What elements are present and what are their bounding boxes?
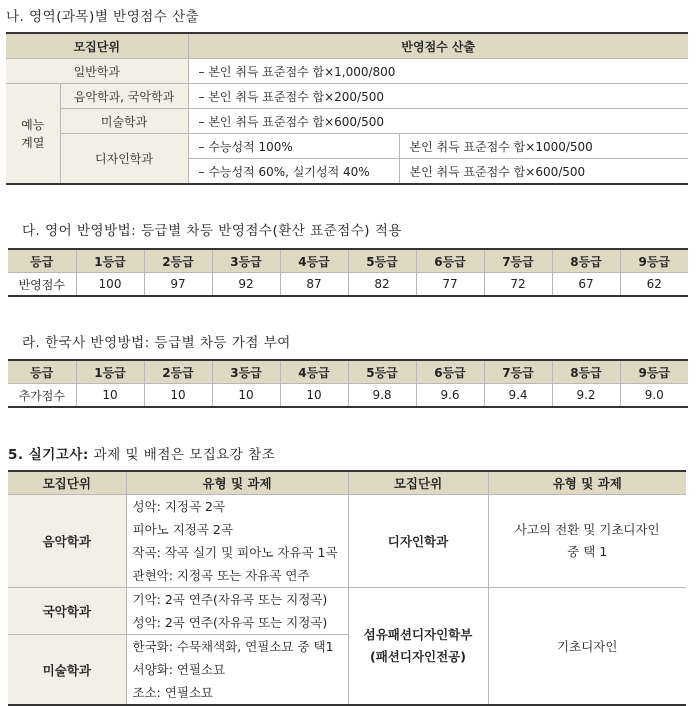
design-basis-1: – 수능성적 100% [188, 134, 399, 159]
score-calculation-table [6, 32, 688, 185]
music-task-4: 관현악: 지정곡 또는 자유곡 연주 [132, 568, 310, 583]
english-score-9: 62 [620, 273, 688, 297]
section-title-ra: 라. 한국사 반영방법: 등급별 차등 가점 부여 [22, 335, 291, 351]
arts-label-line1: 예능 [21, 117, 45, 132]
english-score-7: 72 [484, 273, 552, 297]
english-score-3: 92 [212, 273, 280, 297]
history-grade-5: 5등급 [348, 360, 416, 384]
history-header-label: 등급 [8, 360, 76, 384]
design-task-line1: 사고의 전환 및 기초디자인 [514, 522, 660, 537]
header-unit-right: 모집단위 [348, 471, 488, 495]
history-grade-7: 7등급 [484, 360, 552, 384]
section-title-na: 나. 영역(과목)별 반영점수 산출 [6, 9, 200, 25]
fashion-unit-line2: (패션디자인전공) [370, 649, 466, 664]
english-score-5: 82 [348, 273, 416, 297]
header-task-left: 유형 및 과제 [126, 471, 348, 495]
formula-fine-arts: – 본인 취득 표준점수 합×600/500 [188, 109, 688, 134]
english-score-8: 67 [552, 273, 620, 297]
design-basis-2: – 수능성적 60%, 실기성적 40% [188, 159, 399, 185]
formula-music: – 본인 취득 표준점수 합×200/500 [188, 84, 688, 109]
english-grade-5: 5등급 [348, 249, 416, 273]
history-grade-4: 4등급 [280, 360, 348, 384]
english-header-row [8, 249, 688, 273]
table-row [6, 59, 688, 84]
korean-music-task-2: 성악: 2곡 연주(자유곡 또는 지정곡) [132, 615, 328, 630]
design-formula-1: 본인 취득 표준점수 합×1000/500 [399, 134, 688, 159]
korean-music-task-1: 기악: 2곡 연주(자유곡 또는 지정곡) [132, 592, 328, 607]
unit-korean-music-practical: 국악학과 [8, 588, 126, 635]
unit-design: 디자인학과 [60, 134, 188, 185]
unit-fine-arts: 미술학과 [60, 109, 188, 134]
arts-group-label [6, 84, 60, 185]
table-row [8, 588, 686, 635]
history-score-8: 9.2 [552, 384, 620, 408]
history-score-5: 9.8 [348, 384, 416, 408]
history-score-7: 9.4 [484, 384, 552, 408]
unit-fashion-practical [348, 588, 488, 706]
english-score-2: 97 [144, 273, 212, 297]
table-header-row [6, 33, 688, 59]
english-grade-8: 8등급 [552, 249, 620, 273]
table-row [6, 134, 688, 159]
history-grade-3: 3등급 [212, 360, 280, 384]
history-header-row [8, 360, 688, 384]
english-grade-table [8, 248, 688, 297]
fine-arts-task-3: 조소: 연필소묘 [132, 685, 214, 700]
table-row [6, 84, 688, 109]
music-tasks [126, 495, 348, 588]
design-task [488, 495, 686, 588]
english-grade-4: 4등급 [280, 249, 348, 273]
english-score-4: 87 [280, 273, 348, 297]
history-grade-8: 8등급 [552, 360, 620, 384]
english-grade-2: 2등급 [144, 249, 212, 273]
fine-arts-tasks [126, 635, 348, 706]
history-score-3: 10 [212, 384, 280, 408]
history-row-label: 추가점수 [8, 384, 76, 408]
history-score-row [8, 384, 688, 408]
arts-label-line2: 계열 [21, 135, 45, 150]
fashion-task: 기초디자인 [488, 588, 686, 706]
history-grade-9: 9등급 [620, 360, 688, 384]
design-task-line2: 중 택 1 [567, 544, 608, 559]
history-score-1: 10 [76, 384, 144, 408]
english-grade-9: 9등급 [620, 249, 688, 273]
english-grade-1: 1등급 [76, 249, 144, 273]
formula-general: – 본인 취득 표준점수 합×1,000/800 [188, 59, 688, 84]
english-score-1: 100 [76, 273, 144, 297]
section-title-5 [8, 443, 275, 463]
history-grade-2: 2등급 [144, 360, 212, 384]
history-grade-1: 1등급 [76, 360, 144, 384]
practical-exam-table [8, 470, 686, 706]
music-task-2: 피아노 지정곡 2곡 [132, 522, 233, 537]
header-calc: 반영점수 산출 [188, 33, 688, 59]
english-grade-6: 6등급 [416, 249, 484, 273]
korean-music-tasks [126, 588, 348, 635]
music-task-1: 성악: 지정곡 2곡 [132, 499, 226, 514]
header-task-right: 유형 및 과제 [488, 471, 686, 495]
history-score-9: 9.0 [620, 384, 688, 408]
table-row [8, 495, 686, 588]
english-score-6: 77 [416, 273, 484, 297]
fashion-unit-line1: 섬유패션디자인학부 [363, 627, 473, 642]
english-row-label: 반영점수 [8, 273, 76, 297]
header-unit: 모집단위 [6, 33, 188, 59]
section-title-da: 다. 영어 반영방법: 등급별 차등 반영점수(환산 표준점수) 적용 [22, 223, 402, 239]
unit-general: 일반학과 [6, 59, 188, 84]
music-task-3: 작곡: 작곡 실기 및 피아노 자유곡 1곡 [132, 545, 338, 560]
unit-music: 음악학과, 국악학과 [60, 84, 188, 109]
english-grade-7: 7등급 [484, 249, 552, 273]
history-grade-table [8, 359, 688, 408]
fine-arts-task-1: 한국화: 수묵채색화, 연필소묘 중 택1 [132, 639, 334, 654]
table-row [6, 109, 688, 134]
history-grade-6: 6등급 [416, 360, 484, 384]
fine-arts-task-2: 서양화: 연필소묘 [132, 662, 226, 677]
english-grade-3: 3등급 [212, 249, 280, 273]
history-score-2: 10 [144, 384, 212, 408]
section-5-text: 과제 및 배점은 모집요강 참조 [88, 447, 276, 463]
english-header-label: 등급 [8, 249, 76, 273]
unit-fine-arts-practical: 미술학과 [8, 635, 126, 706]
unit-design-practical: 디자인학과 [348, 495, 488, 588]
practical-header-row [8, 471, 686, 495]
unit-music-practical: 음악학과 [8, 495, 126, 588]
design-formula-2: 본인 취득 표준점수 합×600/500 [399, 159, 688, 185]
section-5-number: 5. 실기고사: [8, 447, 89, 463]
history-score-6: 9.6 [416, 384, 484, 408]
history-score-4: 10 [280, 384, 348, 408]
english-score-row [8, 273, 688, 297]
header-unit-left: 모집단위 [8, 471, 126, 495]
